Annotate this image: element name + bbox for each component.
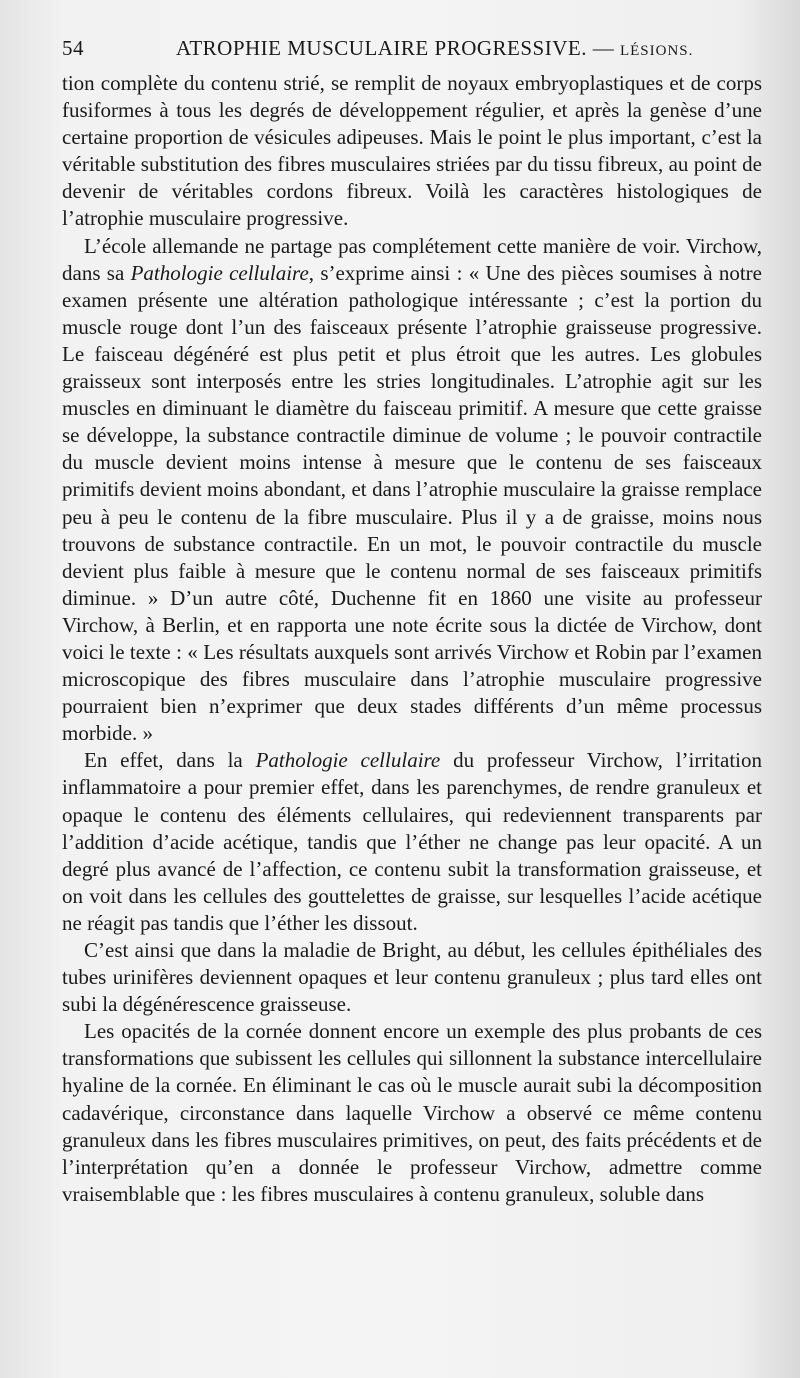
running-title bbox=[176, 36, 693, 61]
paragraph-german-school bbox=[62, 233, 762, 748]
paragraph-text: C’est ainsi que dans la maladie de Bright, au début, les cellules épithéliales des tubes urinifères deviennent opaques et leur contenu granuleux ; plus tard elles ont subi la dégénérescence graisseuse. bbox=[62, 938, 762, 1017]
paragraph-bright bbox=[62, 937, 762, 1018]
paragraph-text: L’école allemande ne partage pas complétement cette manière de voir. Virchow, dans sa bbox=[62, 233, 762, 285]
running-title-section: LÉSIONS. bbox=[619, 43, 694, 59]
paragraph-text: En effet, dans la bbox=[84, 748, 256, 773]
body-text bbox=[62, 70, 762, 1208]
paragraph-text: tion complète du contenu strié, se remplit de noyaux embryoplastiques et de corps fusiformes à tous les degrés de développement régulier, et après la genèse d’une certaine proportion de vésicules adipeuses. Mais le point le plus important, c’est la véritable substitution des fibres musculaires striées par du tissu fibreux, au point de devenir de véritables cordons fibreux. Voilà les caractères histologiques de l’atrophie musculaire progressive. bbox=[62, 71, 762, 231]
page-number: 54 bbox=[62, 36, 84, 60]
paragraph-cornea bbox=[62, 1018, 762, 1208]
book-title-italic: Pathologie cellulaire bbox=[130, 260, 309, 285]
paragraph-continuation bbox=[62, 70, 762, 233]
paragraph-text: , s’exprime ainsi : « Une des pièces soumises à notre examen présente une altération pathologique intéressante ; c’est la portion du muscle rouge dont l’un des faisceaux présente l’atrophie graisseuse progressive. Le faisceau dégénéré est plus petit et plus étroit que les autres. Les globules graisseux sont interposés entre les stries longitudinales. L’atrophie agit sur les muscles en diminuant le diamètre du faisceau primitif. A mesure que cette graisse se développe, la substance contractile diminue de volume ; le pouvoir contractile du muscle devient moins intense à mesure que le contenu de ses faisceaux primitifs devient moins abondant, et dans l’atrophie musculaire la graisse remplace peu à peu le contenu de la fibre musculaire. Plus il y a de graisse, moins nous trouvons de substance contractile. En un mot, le pouvoir contractile du muscle devient plus faible à mesure que le contenu normal de ses faisceaux primitifs diminue. » D’un autre côté, Duchenne fit en 1860 une visite au professeur Virchow, à Berlin, et en rapporta une note écrite sous la dictée de Virchow, dont voici le texte : « Les résultats auxquels sont arrivés Virchow et Robin par l’examen microscopique des fibres musculaire dans l’atrophie musculaire progressive pourraient bien n’exprimer que deux stades différents d’un même processus morbide. » bbox=[62, 260, 762, 746]
running-header bbox=[62, 36, 762, 66]
paragraph-text: Les opacités de la cornée donnent encore un exemple des plus probants de ces transformations que subissent les cellules qui sillonnent la substance intercellulaire hyaline de la cornée. En éliminant le cas où le muscle aurait subi la décomposition cadavérique, circonstance dans laquelle Virchow a observé ce même contenu granuleux dans les fibres musculaires primitives, on peut, des faits précédents et de l’interprétation qu’en a donnée le professeur Virchow, admettre comme vraisemblable que : les fibres musculaires à contenu granuleux, soluble dans bbox=[62, 1019, 762, 1206]
running-title-main: ATROPHIE MUSCULAIRE PROGRESSIVE. — bbox=[176, 36, 620, 60]
paragraph-en-effet bbox=[62, 747, 762, 937]
book-title-italic: Pathologie cellulaire bbox=[255, 748, 441, 773]
paragraph-text: du professeur Virchow, l’irritation inflammatoire a pour premier effet, dans les parenchymes, de rendre granuleux et opaque le contenu des éléments cellulaires, qui redeviennent transparents par l’addition d’acide acétique, tandis que l’éther ne change pas leur opacité. A un degré plus avancé de l’affection, ce contenu subit la transformation graisseuse, et on voit dans les cellules des gouttelettes de graisse, sur lesquelles l’acide acétique ne réagit pas tandis que l’éther les dissout. bbox=[62, 748, 763, 935]
